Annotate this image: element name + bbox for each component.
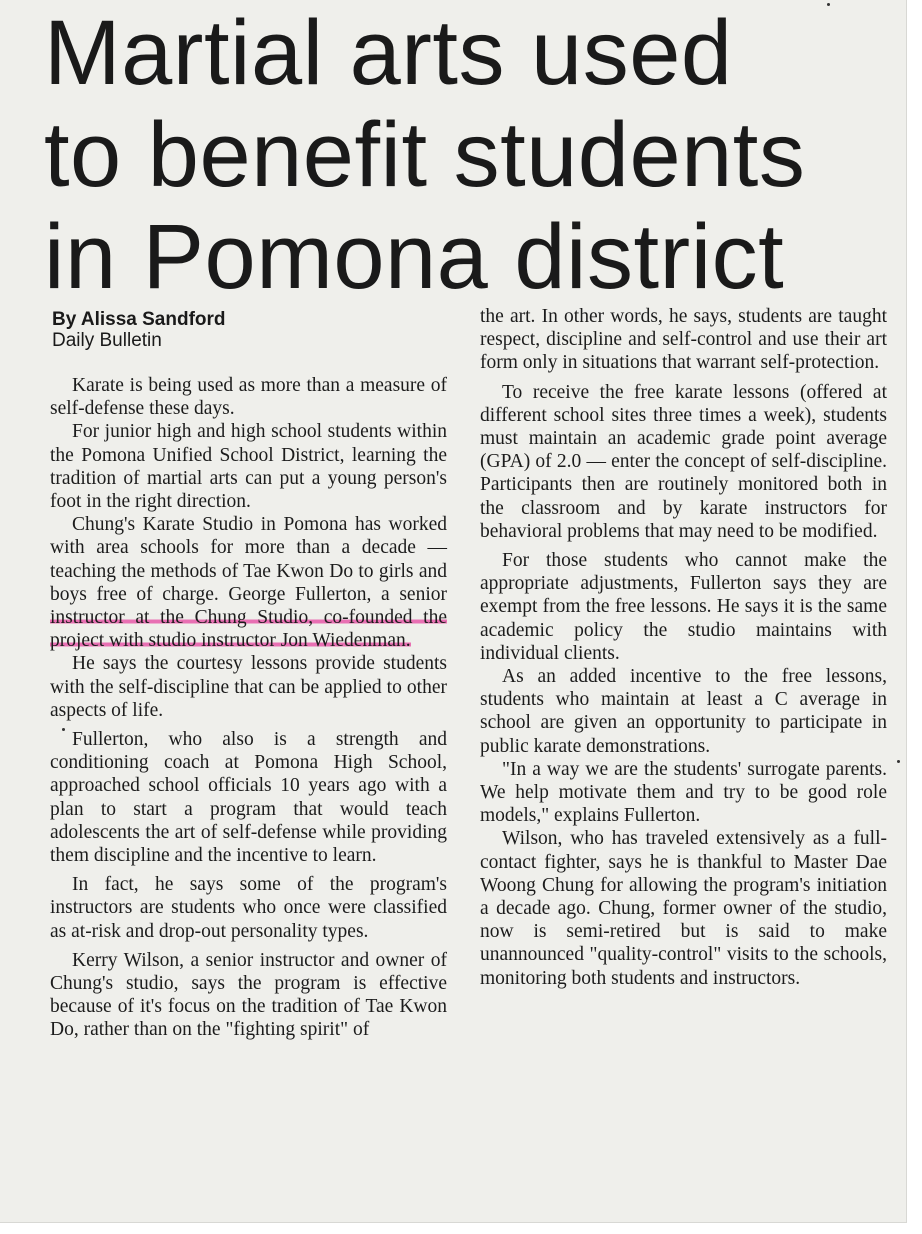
headline-line-2: to benefit students [44, 104, 806, 206]
paragraph: As an added incentive to the free lessons, students who maintain at least a C average in school are given an opportunity to participate in public karate demonstrations. [480, 666, 887, 757]
paragraph [50, 513, 447, 652]
paragraph: He says the courtesy lessons provide students with the self-discipline that can be applied to other aspects of life. [50, 653, 447, 721]
headline-line-3: in Pomona district [44, 206, 785, 308]
paragraph: Kerry Wilson, a senior instructor and owner of Chung's studio, says the program is effective because of it's focus on the tradition of Tae Kwon Do, rather than on the "fighting spirit" of [50, 949, 447, 1041]
paragraph: Wilson, who has traveled extensively as a full-contact fighter, says he is thankful to Master Dae Woong Chung for allowing the program's initiation a decade ago. Chung, former owner of the studio, now is semi-retired but is said to make unannounced "quality-control" visits to the schools, monitoring both students and instructors. [480, 828, 887, 989]
byline-author: By Alissa Sandford [52, 309, 226, 330]
byline-outlet: Daily Bulletin [52, 330, 162, 351]
article-column-left [50, 374, 447, 1042]
print-speck [827, 3, 830, 6]
paragraph: Fullerton, who also is a strength and conditioning coach at Pomona High School, approached school officials 10 years ago with a plan to start a program that would teach adolescents the art of self-defense while providing them discipline and the incentive to learn. [50, 729, 447, 867]
headline-line-1: Martial arts used [44, 2, 733, 104]
paragraph: For those students who cannot make the appropriate adjustments, Fullerton says they are exempt from the free lessons. He says it is the same academic policy the studio maintains with individual clients. [480, 550, 887, 664]
article-column-right [480, 305, 887, 990]
highlighted-text: instructor at the Chung Studio, co-founded the project with studio instructor Jon Wiedenman. [50, 607, 447, 652]
print-speck [897, 760, 900, 763]
headline [44, 2, 904, 308]
print-speck [62, 728, 65, 731]
paragraph: For junior high and high school students within the Pomona Unified School District, learning the tradition of martial arts can put a young person's foot in the right direction. [50, 421, 447, 513]
paragraph-text: Chung's Karate Studio in Pomona has worked with area schools for more than a decade — teaching the methods of Tae Kwon Do to girls and boys free of charge. George Fullerton, a senior [50, 514, 447, 605]
paragraph: To receive the free karate lessons (offered at different school sites three times a week), students must maintain an academic grade point average (GPA) of 2.0 — enter the concept of self-discipline. Participants then are routinely monitored both in the classroom and by karate instructors for behavioral problems that may need to be modified. [480, 381, 887, 542]
paragraph: "In a way we are the students' surrogate parents. We help motivate them and try to be good role models," explains Fullerton. [480, 758, 887, 827]
paragraph: Karate is being used as more than a measure of self-defense these days. [50, 375, 447, 420]
paragraph-continued: the art. In other words, he says, students are taught respect, discipline and self-control and use their art form only in situations that warrant self-protection. [480, 306, 887, 374]
paragraph: In fact, he says some of the program's instructors are students who once were classified as at-risk and drop-out personality types. [50, 874, 447, 942]
byline [52, 309, 226, 351]
